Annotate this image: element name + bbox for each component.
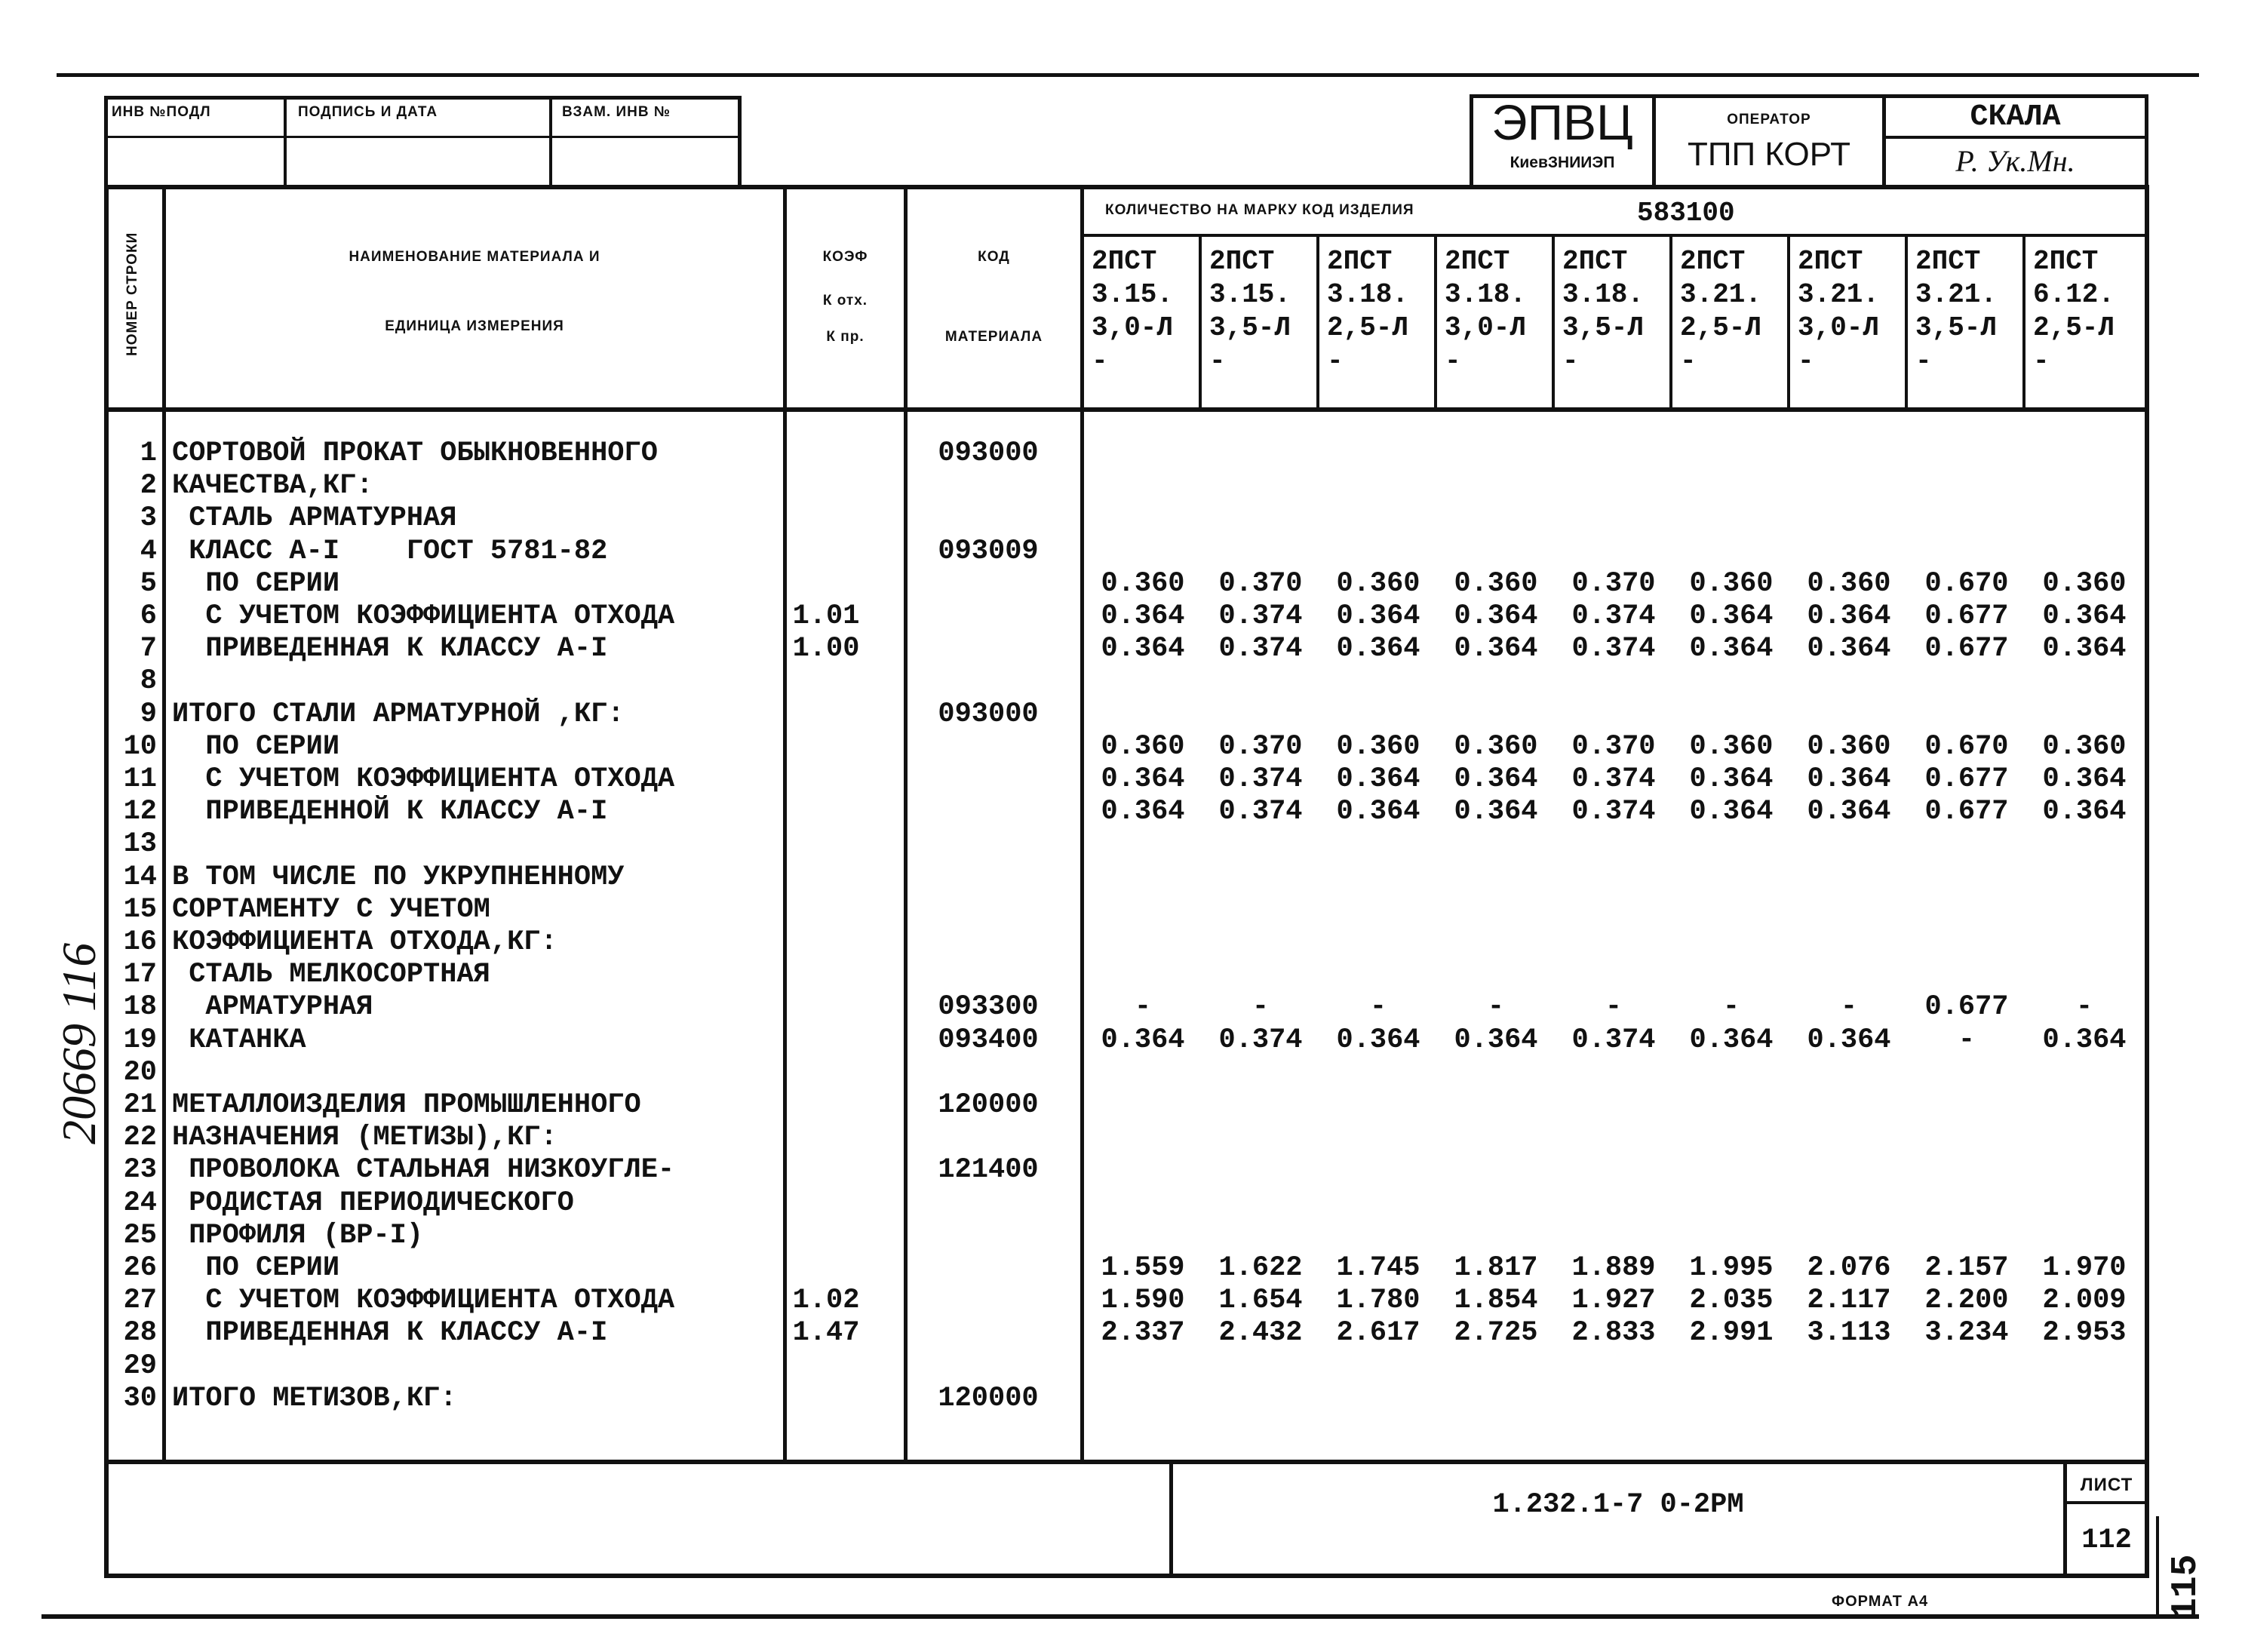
quantity-cell: 0.364	[1689, 1024, 1774, 1056]
row-number: 18	[123, 991, 157, 1024]
column-header-line: 3,5-Л	[1562, 312, 1645, 343]
row-number: 3	[140, 502, 157, 535]
quantity-cell: 2.337	[1101, 1317, 1185, 1350]
quantity-cell: 0.677	[1924, 633, 2009, 665]
quantity-cell: 0.374	[1218, 600, 1303, 632]
quantity-cell: 0.370	[1218, 567, 1303, 600]
quantity-cell: 0.360	[1336, 730, 1420, 763]
quantity-cell: 0.364	[2042, 600, 2127, 632]
name-header-line1: НАИМЕНОВАНИЕ МАТЕРИАЛА И	[349, 249, 600, 265]
column-header-line: 2,5-Л	[1680, 312, 1762, 343]
column-header-line: 3.15.	[1209, 279, 1291, 310]
side-number: 115	[2166, 1554, 2207, 1620]
quantity-cell: -	[1134, 991, 1152, 1024]
row-number: 19	[123, 1024, 157, 1056]
coef-header-3: К пр.	[826, 329, 865, 345]
quantity-cell: 0.364	[1454, 1024, 1538, 1056]
quantity-cell: -	[1840, 991, 1858, 1024]
quantity-cell: 0.370	[1571, 730, 1656, 763]
quantity-cell: 0.364	[1101, 633, 1185, 665]
code-header-1: КОД	[978, 249, 1010, 265]
material-name: СОРТОВОЙ ПРОКАТ ОБЫКНОВЕННОГО	[172, 438, 658, 469]
inv-label: ИНВ №ПОДЛ	[112, 104, 211, 120]
material-name: ПО СЕРИИ	[172, 730, 340, 763]
quantity-cell: -	[2075, 991, 2093, 1024]
row-number: 25	[123, 1219, 157, 1251]
quantity-cell: 1.559	[1101, 1252, 1185, 1284]
quantity-cell: 2.617	[1336, 1317, 1420, 1350]
coef-header-1: КОЭФ	[822, 249, 868, 265]
quantity-cell: 1.817	[1454, 1252, 1538, 1284]
column-header-line: -	[1445, 345, 1461, 376]
row-number: 8	[140, 665, 157, 698]
quantity-cell: 2.432	[1218, 1317, 1303, 1350]
quantity-cell: 0.364	[1807, 796, 1891, 828]
name-header-line2: ЕДИНИЦА ИЗМЕРЕНИЯ	[385, 318, 564, 334]
material-name: ПРИВЕДЕННАЯ К КЛАССУ А-I	[172, 1317, 608, 1350]
column-header-line: 6.12.	[2033, 279, 2115, 310]
column-header-line: 2,5-Л	[1327, 312, 1409, 343]
quantity-cell: 0.374	[1571, 633, 1656, 665]
quantity-cell: 1.745	[1336, 1252, 1420, 1284]
material-name: ПРИВЕДЕННАЯ К КЛАССУ А-I	[172, 633, 608, 665]
coef-header-2: К отх.	[822, 293, 868, 309]
product-code: 583100	[1637, 198, 1735, 229]
material-name: КОЭФФИЦИЕНТА ОТХОДА,КГ:	[172, 926, 557, 958]
column-header-line: 2ПСТ	[1798, 246, 1863, 277]
column-header-line: 2,5-Л	[2033, 312, 2115, 343]
quantity-cell: 0.360	[1807, 567, 1891, 600]
sheet-number: 112	[2081, 1525, 2132, 1556]
column-header-line: 2ПСТ	[1327, 246, 1393, 277]
material-name: НАЗНАЧЕНИЯ (МЕТИЗЫ),КГ:	[172, 1122, 557, 1154]
row-number: 7	[140, 633, 157, 665]
quantity-cell: 0.364	[1454, 796, 1538, 828]
quantity-cell: 0.374	[1218, 633, 1303, 665]
quantity-cell: 0.360	[1336, 567, 1420, 600]
quantity-cell: 0.364	[1689, 796, 1774, 828]
vzam-label: ВЗАМ. ИНВ №	[562, 104, 671, 120]
row-number: 28	[123, 1317, 157, 1350]
quantity-cell: 0.360	[1689, 730, 1774, 763]
column-header-line: 3.18.	[1445, 279, 1527, 310]
material-name: ИТОГО МЕТИЗОВ,КГ:	[172, 1382, 457, 1414]
material-name: КАЧЕСТВА,КГ:	[172, 470, 373, 502]
quantity-cell: 2.157	[1924, 1252, 2009, 1284]
column-header-line: 3,0-Л	[1092, 312, 1174, 343]
material-name: СОРТАМЕНТУ С УЧЕТОМ	[172, 893, 490, 926]
quantity-cell: 0.364	[1101, 1024, 1185, 1056]
material-name: МЕТАЛЛОИЗДЕЛИЯ ПРОМЫШЛЕННОГО	[172, 1089, 641, 1121]
material-name: СТАЛЬ АРМАТУРНАЯ	[172, 502, 457, 535]
quantity-cell: -	[1722, 991, 1740, 1024]
row-number: 22	[123, 1122, 157, 1154]
quantity-cell: 0.364	[1454, 600, 1538, 632]
material-name: С УЧЕТОМ КОЭФФИЦИЕНТА ОТХОДА	[172, 763, 675, 795]
quantity-cell: 3.234	[1924, 1317, 2009, 1350]
column-header-line: 2ПСТ	[1562, 246, 1628, 277]
row-number: 17	[123, 959, 157, 991]
quantity-cell: -	[1369, 991, 1387, 1024]
quantity-cell: 0.364	[2042, 1024, 2127, 1056]
row-number: 11	[123, 763, 157, 795]
format-label: ФОРМАТ А4	[1832, 1593, 1929, 1610]
column-header-line: 3,5-Л	[1915, 312, 1998, 343]
column-header-line: 3.15.	[1092, 279, 1174, 310]
operator-label: ОПЕРАТОР	[1727, 112, 1811, 127]
top-rule	[57, 73, 2199, 77]
quantity-cell: 0.364	[1807, 600, 1891, 632]
document-code: 1.232.1-7 0-2РМ	[1492, 1489, 1744, 1521]
column-header-line: 3.21.	[1915, 279, 1998, 310]
column-header-line: 2ПСТ	[1445, 246, 1510, 277]
quantity-cell: -	[1958, 1024, 1976, 1056]
material-code: 093400	[938, 1024, 1039, 1056]
sheet-label: ЛИСТ	[2080, 1475, 2133, 1495]
quantity-cell: 1.590	[1101, 1285, 1185, 1317]
quantity-cell: 0.374	[1218, 796, 1303, 828]
bottom-rule	[41, 1614, 2199, 1619]
row-number: 30	[123, 1382, 157, 1414]
quantity-cell: 0.360	[2042, 567, 2127, 600]
column-header-line: -	[1915, 345, 1932, 376]
material-name: С УЧЕТОМ КОЭФФИЦИЕНТА ОТХОДА	[172, 600, 675, 632]
signature: Р. Ук.Мн.	[1955, 144, 2075, 178]
column-header-line: 3.18.	[1562, 279, 1645, 310]
row-number: 12	[123, 796, 157, 828]
quantity-cell: 1.780	[1336, 1285, 1420, 1317]
quantity-cell: -	[1252, 991, 1270, 1024]
material-code: 093009	[938, 535, 1039, 567]
quantity-cell: 0.374	[1571, 1024, 1656, 1056]
quantity-cell: 1.622	[1218, 1252, 1303, 1284]
quantity-cell: 1.927	[1571, 1285, 1656, 1317]
material-name: КЛАСС А-I ГОСТ 5781-82	[172, 535, 608, 567]
quantity-cell: 0.364	[1336, 600, 1420, 632]
org-name: ЭПВЦ	[1491, 94, 1633, 150]
row-number: 14	[123, 861, 157, 893]
quantity-cell: 1.889	[1571, 1252, 1656, 1284]
quantity-cell: 0.364	[1807, 763, 1891, 795]
column-header-line: 2ПСТ	[2033, 246, 2099, 277]
row-number: 1	[140, 438, 157, 469]
column-header-line: -	[1327, 345, 1344, 376]
material-name: ПРИВЕДЕННОЙ К КЛАССУ А-I	[172, 796, 608, 828]
material-name: В ТОМ ЧИСЛЕ ПО УКРУПНЕННОМУ	[172, 861, 625, 893]
row-number-header: НОМЕР СТРОКИ	[124, 232, 140, 356]
quantity-cell: 0.364	[1336, 796, 1420, 828]
column-header-line: 3,0-Л	[1445, 312, 1527, 343]
qty-header: КОЛИЧЕСТВО НА МАРКУ КОД ИЗДЕЛИЯ	[1105, 202, 1414, 218]
quantity-cell: 0.670	[1924, 730, 2009, 763]
quantity-cell: 0.364	[1454, 633, 1538, 665]
quantity-cell: 0.364	[2042, 763, 2127, 795]
quantity-cell: 0.364	[1807, 1024, 1891, 1056]
material-name: ПО СЕРИИ	[172, 1252, 340, 1284]
quantity-cell: 1.970	[2042, 1252, 2127, 1284]
row-number: 13	[123, 828, 157, 861]
material-name: ПРОФИЛЯ (ВР-I)	[172, 1219, 424, 1251]
quantity-cell: 0.364	[1689, 633, 1774, 665]
coefficient: 1.00	[792, 633, 860, 665]
column-header-line: 3,0-Л	[1798, 312, 1880, 343]
quantity-cell: 0.370	[1218, 730, 1303, 763]
quantity-cell: 0.677	[1924, 600, 2009, 632]
quantity-cell: 0.364	[1101, 600, 1185, 632]
row-number: 27	[123, 1285, 157, 1317]
quantity-cell: 0.360	[1807, 730, 1891, 763]
material-code: 093000	[938, 438, 1039, 469]
quantity-cell: 0.364	[1689, 600, 1774, 632]
quantity-cell: 2.991	[1689, 1317, 1774, 1350]
quantity-cell: 0.374	[1571, 763, 1656, 795]
column-header-line: 3.18.	[1327, 279, 1409, 310]
quantity-cell: 2.009	[2042, 1285, 2127, 1317]
row-number: 26	[123, 1252, 157, 1284]
quantity-cell: 2.035	[1689, 1285, 1774, 1317]
quantity-cell: 2.117	[1807, 1285, 1891, 1317]
quantity-cell: 0.374	[1571, 600, 1656, 632]
column-header-line: 3.21.	[1798, 279, 1880, 310]
material-name: ПО СЕРИИ	[172, 567, 340, 600]
row-number: 23	[123, 1154, 157, 1187]
side-bracket	[2156, 1516, 2159, 1614]
quantity-cell: 0.364	[1807, 633, 1891, 665]
row-number: 21	[123, 1089, 157, 1121]
row-number: 5	[140, 567, 157, 600]
material-name: ПРОВОЛОКА СТАЛЬНАЯ НИЗКОУГЛЕ-	[172, 1154, 675, 1187]
material-code: 120000	[938, 1089, 1039, 1121]
column-header-line: 2ПСТ	[1209, 246, 1275, 277]
quantity-cell: 0.364	[1101, 796, 1185, 828]
coefficient: 1.01	[792, 600, 860, 632]
quantity-cell: 3.113	[1807, 1317, 1891, 1350]
quantity-cell: 2.076	[1807, 1252, 1891, 1284]
quantity-cell: 0.677	[1924, 763, 2009, 795]
column-header-line: 2ПСТ	[1915, 246, 1981, 277]
quantity-cell: 0.364	[1689, 763, 1774, 795]
quantity-cell: -	[1605, 991, 1623, 1024]
operator-value: ТПП КОРТ	[1688, 136, 1850, 173]
row-number: 16	[123, 926, 157, 958]
quantity-cell: 0.364	[2042, 633, 2127, 665]
quantity-cell: 0.364	[1336, 1024, 1420, 1056]
coefficient: 1.02	[792, 1285, 860, 1317]
material-name: КАТАНКА	[172, 1024, 306, 1056]
quantity-cell: 0.360	[1454, 567, 1538, 600]
column-header-line: -	[1562, 345, 1579, 376]
column-header-line: 2ПСТ	[1680, 246, 1746, 277]
material-name: АРМАТУРНАЯ	[172, 991, 373, 1024]
quantity-cell: 0.364	[1454, 763, 1538, 795]
column-header-line: -	[1092, 345, 1108, 376]
quantity-cell: 1.995	[1689, 1252, 1774, 1284]
row-number: 4	[140, 535, 157, 567]
row-number: 10	[123, 730, 157, 763]
column-header-line: -	[2033, 345, 2050, 376]
material-code: 093000	[938, 698, 1039, 730]
material-code: 120000	[938, 1382, 1039, 1414]
quantity-cell: 0.677	[1924, 991, 2009, 1024]
quantity-cell: 1.654	[1218, 1285, 1303, 1317]
quantity-cell: 1.854	[1454, 1285, 1538, 1317]
material-code: 121400	[938, 1154, 1039, 1187]
column-header-line: -	[1798, 345, 1814, 376]
handwritten-note: 20669 116	[52, 942, 106, 1144]
quantity-cell: 0.374	[1218, 1024, 1303, 1056]
row-number: 29	[123, 1350, 157, 1382]
quantity-cell: -	[1487, 991, 1505, 1024]
system-name: СКАЛА	[1970, 100, 2061, 134]
column-header-line: 3,5-Л	[1209, 312, 1291, 343]
org-sub: КиевЗНИИЭП	[1510, 154, 1615, 171]
quantity-cell: 0.360	[1101, 730, 1185, 763]
quantity-cell: 0.364	[1336, 633, 1420, 665]
quantity-cell: 0.364	[1336, 763, 1420, 795]
material-name: РОДИСТАЯ ПЕРИОДИЧЕСКОГО	[172, 1187, 574, 1219]
column-header-line: -	[1209, 345, 1226, 376]
row-number: 15	[123, 893, 157, 926]
quantity-cell: 2.953	[2042, 1317, 2127, 1350]
quantity-cell: 0.370	[1571, 567, 1656, 600]
material-name: ИТОГО СТАЛИ АРМАТУРНОЙ ,КГ:	[172, 698, 625, 730]
quantity-cell: 2.725	[1454, 1317, 1538, 1350]
row-number: 20	[123, 1056, 157, 1089]
quantity-cell: 2.833	[1571, 1317, 1656, 1350]
quantity-cell: 0.374	[1571, 796, 1656, 828]
sign-label: ПОДПИСЬ И ДАТА	[298, 104, 438, 120]
coefficient: 1.47	[792, 1317, 860, 1350]
quantity-cell: 0.670	[1924, 567, 2009, 600]
quantity-cell: 0.374	[1218, 763, 1303, 795]
quantity-cell: 0.360	[1689, 567, 1774, 600]
quantity-cell: 0.677	[1924, 796, 2009, 828]
row-number: 9	[140, 698, 157, 730]
quantity-cell: 0.364	[2042, 796, 2127, 828]
quantity-cell: 0.360	[1101, 567, 1185, 600]
column-header-line: 2ПСТ	[1092, 246, 1157, 277]
quantity-cell: 0.364	[1101, 763, 1185, 795]
column-header-line: 3.21.	[1680, 279, 1762, 310]
material-code: 093300	[938, 991, 1039, 1024]
column-header-line: -	[1680, 345, 1697, 376]
row-number: 2	[140, 470, 157, 502]
material-name: С УЧЕТОМ КОЭФФИЦИЕНТА ОТХОДА	[172, 1285, 675, 1317]
row-number: 24	[123, 1187, 157, 1219]
quantity-cell: 0.360	[2042, 730, 2127, 763]
quantity-cell: 0.360	[1454, 730, 1538, 763]
row-number: 6	[140, 600, 157, 632]
code-header-2: МАТЕРИАЛА	[944, 329, 1043, 345]
material-name: СТАЛЬ МЕЛКОСОРТНАЯ	[172, 959, 490, 991]
quantity-cell: 2.200	[1924, 1285, 2009, 1317]
